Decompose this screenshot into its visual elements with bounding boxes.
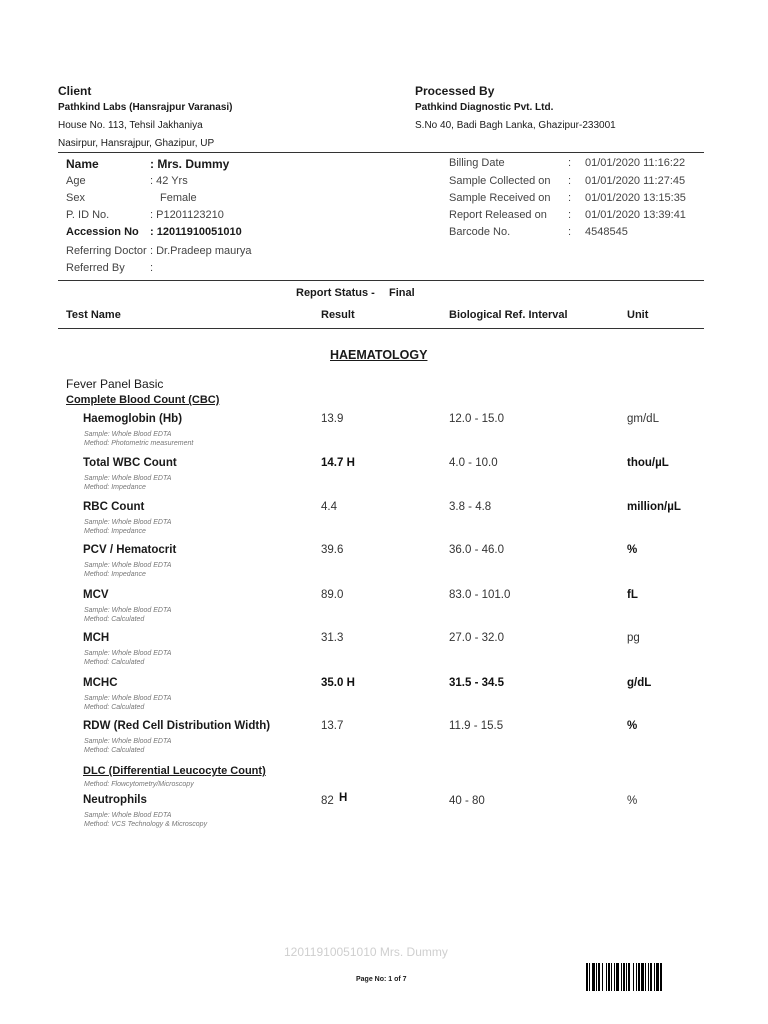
report-released-colon: : [568, 209, 572, 221]
test-method: Method: Calculated [84, 704, 145, 711]
header-divider [58, 152, 704, 153]
col-unit: Unit [627, 309, 649, 321]
col-ref-interval: Biological Ref. Interval [449, 309, 568, 321]
test-name: Haemoglobin (Hb) [83, 413, 183, 425]
client-name: Pathkind Labs (Hansrajpur Varanasi) [58, 102, 233, 113]
processed-by-name: Pathkind Diagnostic Pvt. Ltd. [415, 102, 554, 113]
pid-value: : P1201123210 [150, 209, 224, 221]
test-sample: Sample: Whole Blood EDTA [84, 812, 172, 819]
barcode-no-colon: : [568, 226, 572, 238]
test-sample: Sample: Whole Blood EDTA [84, 738, 172, 745]
accession-value: : 12011910051010 [150, 226, 242, 238]
sample-collected-label: Sample Collected on [449, 175, 551, 187]
barcode-bar [660, 963, 662, 991]
processed-by-heading: Processed By [415, 84, 495, 98]
test-ref-interval: 12.0 - 15.0 [449, 413, 504, 425]
referring-doctor-label: Referring Doctor [66, 245, 147, 257]
test-name: PCV / Hematocrit [83, 544, 177, 556]
test-name: Total WBC Count [83, 457, 177, 469]
barcode-no-label: Barcode No. [449, 226, 511, 238]
referred-by-value: : [150, 262, 154, 274]
test-flag: H [339, 792, 348, 804]
test-ref-interval: 31.5 - 34.5 [449, 677, 504, 689]
age-label: Age [66, 175, 86, 187]
col-test-name: Test Name [66, 309, 121, 321]
test-method: Method: VCS Technology & Microscopy [84, 821, 208, 828]
test-name: MCHC [83, 677, 118, 689]
test-result: 31.3 [321, 632, 344, 644]
accession-label: Accession No [66, 226, 139, 238]
test-ref-interval: 83.0 - 101.0 [449, 589, 511, 601]
test-sample: Sample: Whole Blood EDTA [84, 562, 172, 569]
sex-label: Sex [66, 192, 85, 204]
test-ref-interval: 27.0 - 32.0 [449, 632, 504, 644]
test-sample: Sample: Whole Blood EDTA [84, 431, 172, 438]
referred-by-label: Referred By [66, 262, 125, 274]
test-result: 13.7 [321, 720, 344, 732]
test-name: Neutrophils [83, 794, 147, 806]
sample-received-label: Sample Received on [449, 192, 551, 204]
sample-collected-colon: : [568, 175, 572, 187]
test-ref-interval: 4.0 - 10.0 [449, 457, 498, 469]
test-sample: Sample: Whole Blood EDTA [84, 519, 172, 526]
test-sample: Sample: Whole Blood EDTA [84, 475, 172, 482]
test-method: Method: Calculated [84, 659, 145, 666]
sample-received-colon: : [568, 192, 572, 204]
client-heading: Client [58, 84, 92, 98]
test-sample: Sample: Whole Blood EDTA [84, 695, 172, 702]
dlc-title: DLC (Differential Leucocyte Count) [83, 765, 266, 777]
referring-doctor-value: : Dr.Pradeep maurya [150, 245, 252, 257]
test-result: 13.9 [321, 413, 344, 425]
test-unit: % [627, 720, 638, 732]
report-released-label: Report Released on [449, 209, 547, 221]
test-result: 39.6 [321, 544, 344, 556]
barcode-no-value: 4548545 [585, 226, 628, 238]
col-result: Result [321, 309, 355, 321]
status-divider [58, 280, 704, 281]
sample-received-value: 01/01/2020 13:15:35 [585, 192, 686, 204]
pid-label: P. ID No. [66, 209, 110, 221]
test-sample: Sample: Whole Blood EDTA [84, 607, 172, 614]
section-title: HAEMATOLOGY [330, 348, 428, 362]
test-ref-interval: 3.8 - 4.8 [449, 501, 492, 513]
test-name: MCH [83, 632, 110, 644]
billing-date-value: 01/01/2020 11:16:22 [585, 157, 686, 169]
processed-by-address: S.No 40, Badi Bagh Lanka, Ghazipur-233001 [415, 120, 616, 131]
test-unit: fL [627, 589, 638, 601]
test-unit: % [627, 544, 638, 556]
test-unit: thou/µL [627, 457, 669, 469]
page-number: Page No: 1 of 7 [356, 976, 407, 983]
test-unit: g/dL [627, 677, 652, 689]
barcode-image [586, 963, 702, 991]
test-result: 82 [321, 795, 334, 807]
billing-date-label: Billing Date [449, 157, 505, 169]
test-result: 14.7 H [321, 457, 355, 469]
report-released-value: 01/01/2020 13:39:41 [585, 209, 686, 221]
test-ref-interval: 40 - 80 [449, 795, 485, 807]
test-unit: % [627, 795, 638, 807]
footer-patient-name: 12011910051010 Mrs. Dummy [284, 945, 448, 959]
age-value: : 42 Yrs [150, 175, 188, 187]
test-method: Method: Impedance [84, 571, 146, 578]
report-status-value: Final [389, 287, 415, 299]
sample-collected-value: 01/01/2020 11:27:45 [585, 175, 686, 187]
client-address-line1: House No. 113, Tehsil Jakhaniya [58, 120, 203, 131]
test-ref-interval: 36.0 - 46.0 [449, 544, 504, 556]
test-method: Method: Photometric measurement [84, 440, 194, 447]
test-unit: million/µL [627, 501, 681, 513]
test-result: 89.0 [321, 589, 344, 601]
panel-name: Fever Panel Basic [66, 377, 164, 391]
name-value: : Mrs. Dummy [150, 157, 230, 171]
test-name: RDW (Red Cell Distribution Width) [83, 720, 271, 732]
name-label: Name [66, 157, 99, 171]
billing-date-colon: : [568, 157, 572, 169]
test-result: 35.0 H [321, 677, 355, 689]
columns-divider [58, 328, 704, 329]
test-ref-interval: 11.9 - 15.5 [449, 720, 504, 732]
test-result: 4.4 [321, 501, 337, 513]
report-status-label: Report Status - [296, 287, 375, 299]
test-name: MCV [83, 589, 109, 601]
client-address-line2: Nasirpur, Hansrajpur, Ghazipur, UP [58, 138, 215, 149]
test-method: Method: Impedance [84, 484, 146, 491]
test-sample: Sample: Whole Blood EDTA [84, 650, 172, 657]
test-name: RBC Count [83, 501, 145, 513]
sex-value: Female [160, 192, 197, 204]
cbc-title: Complete Blood Count (CBC) [66, 394, 220, 406]
test-method: Method: Calculated [84, 747, 145, 754]
test-method: Method: Calculated [84, 616, 145, 623]
dlc-method: Method: Flowcytometry/Microscopy [84, 781, 194, 788]
test-unit: gm/dL [627, 413, 659, 425]
test-method: Method: Impedance [84, 528, 146, 535]
test-unit: pg [627, 632, 640, 644]
